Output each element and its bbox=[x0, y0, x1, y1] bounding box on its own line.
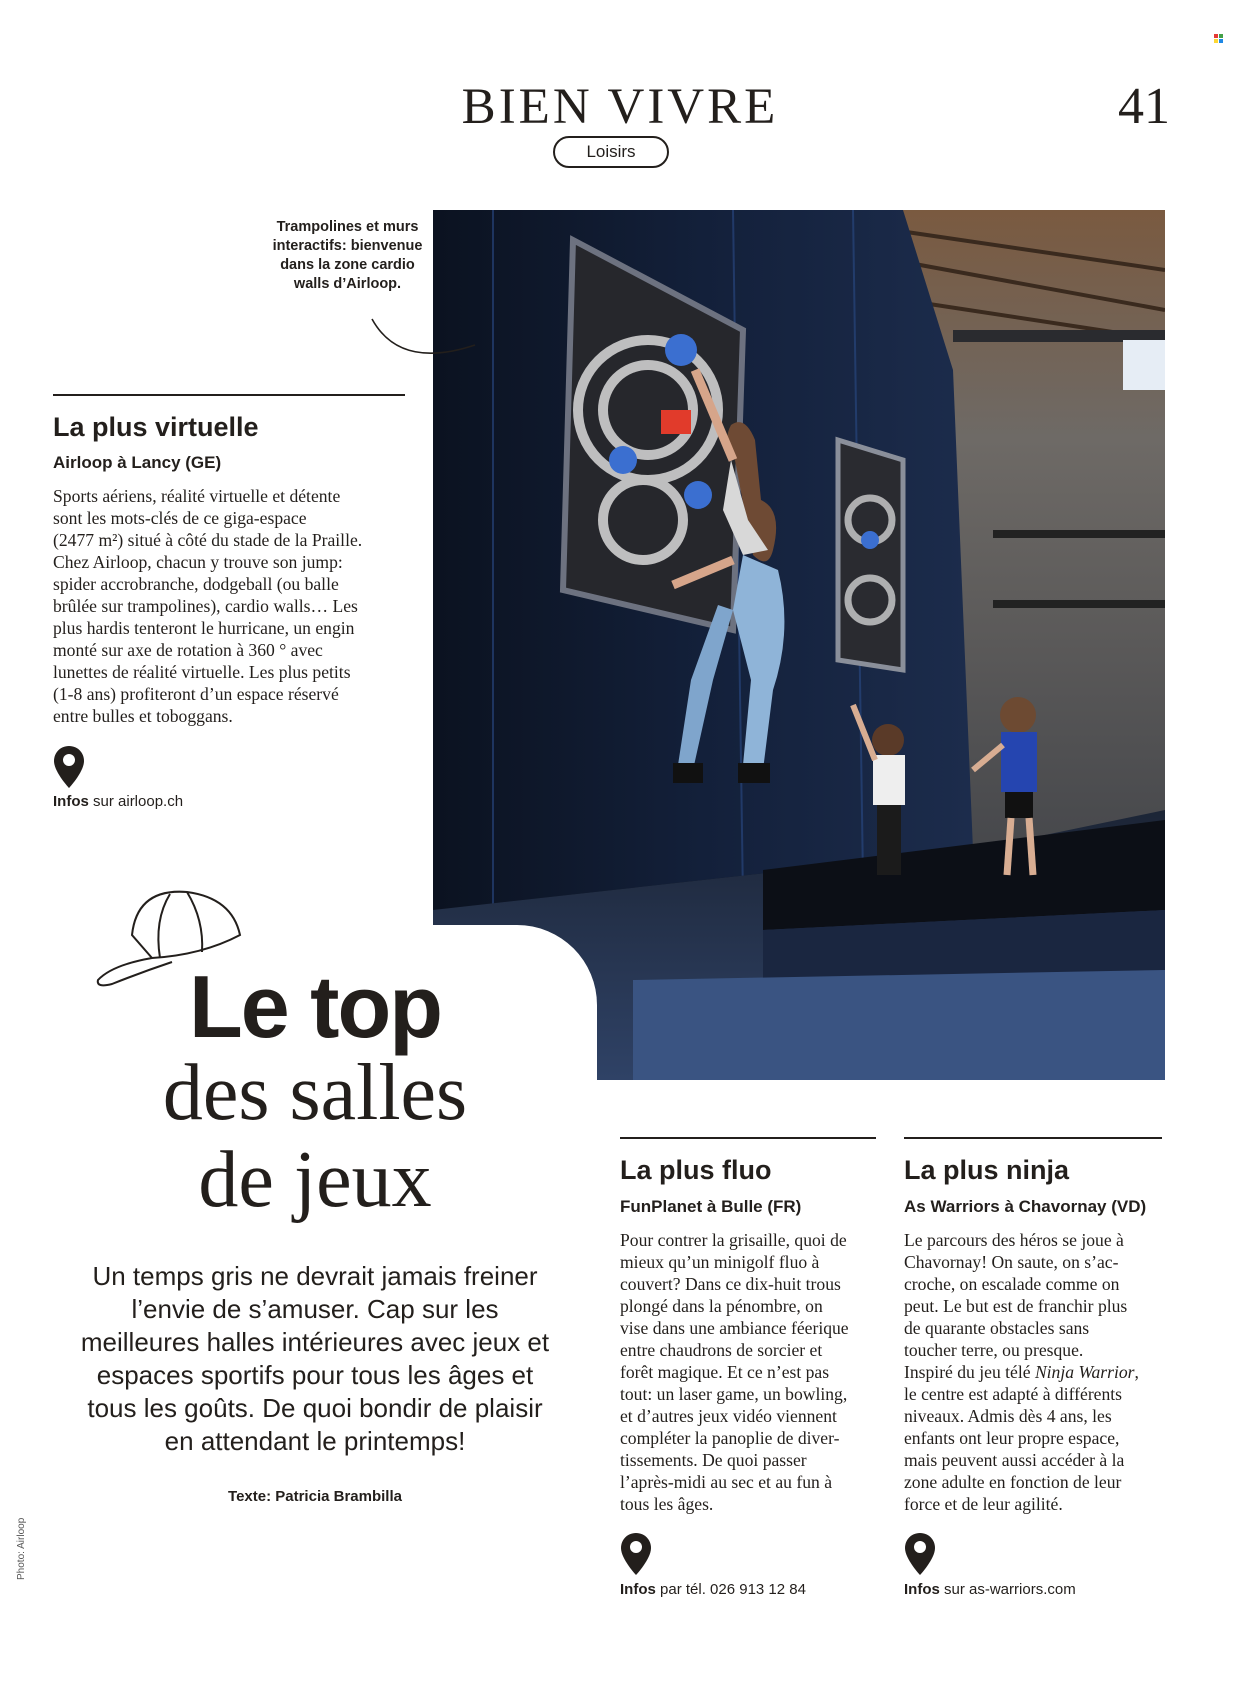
show-title: Ninja Warrior bbox=[1034, 1362, 1135, 1382]
body-line: force et de leur agilité. bbox=[904, 1494, 1063, 1514]
body-line: toucher terre, ou presque. bbox=[904, 1340, 1084, 1360]
body-line: tout: un laser game, un bowling, bbox=[620, 1384, 848, 1404]
section-title: La plus fluo bbox=[620, 1155, 772, 1185]
rubric-title: BIEN VIVRE bbox=[461, 79, 779, 135]
corner-mark-yellow bbox=[1214, 39, 1218, 43]
section-subtitle: As Warriors à Chavornay (VD) bbox=[904, 1197, 1147, 1216]
body-line: Inspiré du jeu télé Ninja Warrior, bbox=[904, 1362, 1139, 1382]
headline-line-2: des salles bbox=[162, 1049, 468, 1137]
infos-link[interactable]: sur as-warriors.com bbox=[939, 1581, 1076, 1598]
infos-label: Infos bbox=[53, 793, 89, 810]
body-line: vise dans une ambiance féerique bbox=[620, 1318, 849, 1338]
caption-pointer-curve bbox=[370, 315, 480, 365]
section-body bbox=[904, 1229, 1169, 1515]
corner-color-marks bbox=[1214, 34, 1223, 43]
body-line: peut. Le but est de franchir plus bbox=[904, 1296, 1128, 1316]
byline: Texte: Patricia Brambilla bbox=[228, 1488, 402, 1505]
body-line: compléter la panoplie de diver- bbox=[620, 1428, 840, 1448]
location-pin-icon bbox=[53, 745, 85, 789]
body-line: entre chaudrons de sorcier et bbox=[620, 1340, 823, 1360]
body-line: plongé dans la pénombre, on bbox=[620, 1296, 823, 1316]
body-line: Chavornay! On saute, on s’ac- bbox=[904, 1252, 1119, 1272]
lead-paragraph: Un temps gris ne devrait jamais freiner l’envie de s’amuser. Cap sur les meilleures halles intérieures avec jeux et espaces sportifs pour tous les âges et tous les goûts. De quoi bondir de plaisir en attendant le printemps! bbox=[80, 1261, 550, 1456]
photo-credit: Photo: Airloop bbox=[16, 1517, 27, 1580]
body-line: brûlée sur trampolines), cardio walls… Les bbox=[53, 596, 358, 616]
corner-mark-green bbox=[1219, 34, 1223, 38]
headline-main: Le top bbox=[189, 957, 441, 1056]
body-line: forêt magique. Et ce n’est pas bbox=[620, 1362, 830, 1382]
body-line: tous les âges. bbox=[620, 1494, 714, 1514]
location-pin-icon bbox=[904, 1532, 936, 1576]
page-number: 41 bbox=[1118, 78, 1170, 135]
infos-line bbox=[904, 1580, 1174, 1600]
infos-line bbox=[620, 1580, 890, 1600]
body-line: enfants ont leur propre espace, bbox=[904, 1428, 1120, 1448]
body-line: Le parcours des héros se joue à bbox=[904, 1230, 1124, 1250]
body-line: Pour contrer la grisaille, quoi de bbox=[620, 1230, 847, 1250]
corner-mark-red bbox=[1214, 34, 1218, 38]
body-line: le centre est adapté à différents bbox=[904, 1384, 1123, 1404]
section-rule bbox=[620, 1137, 876, 1139]
body-line: sont les mots-clés de ce giga-espace bbox=[53, 508, 307, 528]
infos-label: Infos bbox=[904, 1581, 940, 1598]
section-rule bbox=[53, 394, 405, 396]
body-line: mais peuvent aussi accéder à la bbox=[904, 1450, 1125, 1470]
body-line: Sports aériens, réalité virtuelle et détente bbox=[53, 486, 341, 506]
location-pin-icon bbox=[620, 1532, 652, 1576]
body-line: l’après-midi au sec et au fun à bbox=[620, 1472, 833, 1492]
infos-label: Infos bbox=[620, 1581, 656, 1598]
body-line: plus hardis tenteront le hurricane, un engin bbox=[53, 618, 355, 638]
body-line: (2477 m²) situé à côté du stade de la Praille. bbox=[53, 530, 363, 550]
infos-phone[interactable]: par tél. 026 913 12 84 bbox=[655, 1581, 806, 1598]
section-subtitle: Airloop à Lancy (GE) bbox=[53, 453, 222, 472]
body-line: tissements. De quoi passer bbox=[620, 1450, 807, 1470]
section-title: La plus virtuelle bbox=[53, 412, 259, 442]
body-line: entre bulles et toboggans. bbox=[53, 706, 233, 726]
body-line: couvert? Dans ce dix-huit trous bbox=[620, 1274, 841, 1294]
section-subtitle: FunPlanet à Bulle (FR) bbox=[620, 1197, 802, 1216]
section-title: La plus ninja bbox=[904, 1155, 1070, 1185]
body-line: lunettes de réalité virtuelle. Les plus petits bbox=[53, 662, 351, 682]
section-body bbox=[53, 485, 413, 727]
body-line: zone adulte en fonction de leur bbox=[904, 1472, 1122, 1492]
infos-line bbox=[53, 792, 413, 812]
body-line: spider accrobranche, dodgeball (ou balle bbox=[53, 574, 339, 594]
body-line: monté sur axe de rotation à 360 ° avec bbox=[53, 640, 323, 660]
body-line: mieux qu’un minigolf fluo à bbox=[620, 1252, 820, 1272]
body-line: Chez Airloop, chacun y trouve son jump: bbox=[53, 552, 343, 572]
body-line: de quarante obstacles sans bbox=[904, 1318, 1090, 1338]
section-body bbox=[620, 1229, 885, 1515]
section-rule bbox=[904, 1137, 1162, 1139]
body-line: croche, on escalade comme on bbox=[904, 1274, 1120, 1294]
headline-line-3: de jeux bbox=[198, 1136, 432, 1224]
section-tag: Loisirs bbox=[553, 136, 669, 168]
corner-mark-blue bbox=[1219, 39, 1223, 43]
body-line: (1-8 ans) profiteront d’un espace réservé bbox=[53, 684, 339, 704]
body-line: niveaux. Admis dès 4 ans, les bbox=[904, 1406, 1112, 1426]
infos-link[interactable]: sur airloop.ch bbox=[88, 793, 184, 810]
photo-caption: Trampolines et murs interactifs: bienvenue dans la zone cardio walls d’Airloop. bbox=[272, 219, 423, 292]
body-line: et d’autres jeux vidéo viennent bbox=[620, 1406, 837, 1426]
